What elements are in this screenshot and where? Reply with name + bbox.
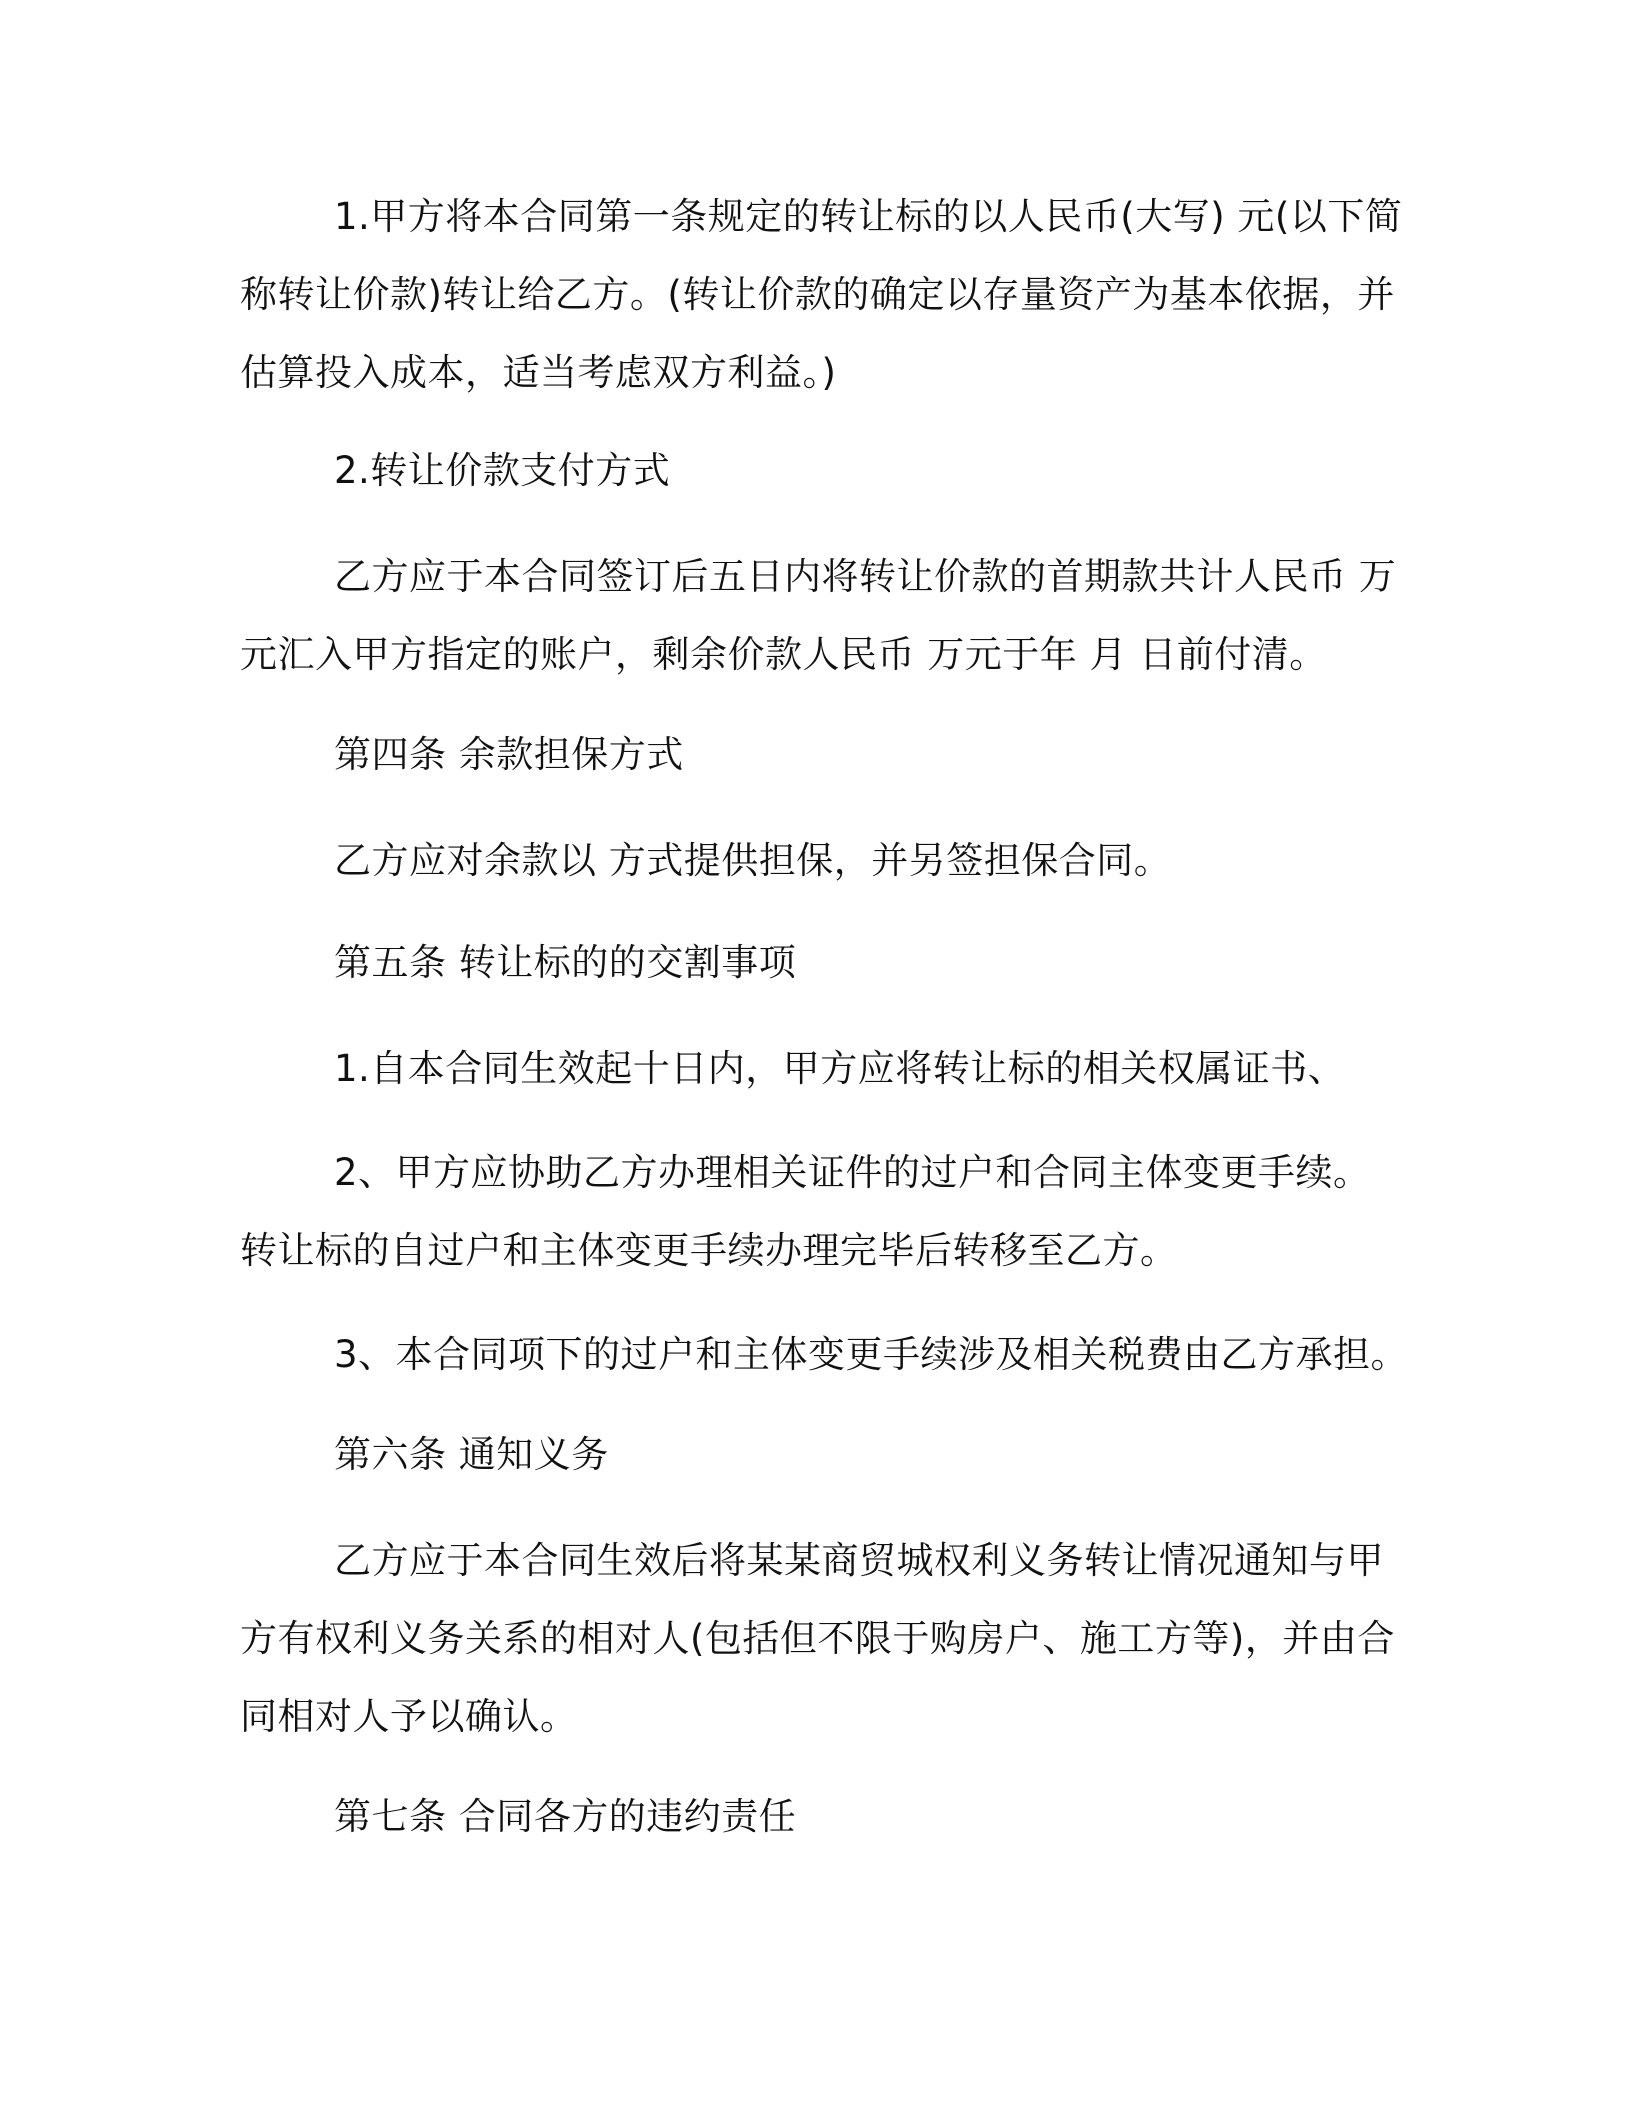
delivery-item-3: 3、本合同项下的过户和主体变更手续涉及相关税费由乙方承担。 [334, 1333, 1409, 1376]
notice-paragraph-line-1: 乙方应于本合同生效后将某某商贸城权利义务转让情况通知与甲 [334, 1539, 1384, 1582]
clause-3-item-2-heading: 2.转让价款支付方式 [334, 449, 671, 492]
article-7-heading: 第七条 合同各方的违约责任 [334, 1795, 797, 1838]
payment-paragraph-line-1: 乙方应于本合同签订后五日内将转让价款的首期款共计人民币 万 [334, 555, 1397, 598]
clause-3-item-1-line-2: 称转让价款)转让给乙方。(转让价款的确定以存量资产为基本依据，并 [240, 273, 1395, 316]
article-4-heading: 第四条 余款担保方式 [334, 733, 684, 776]
notice-paragraph-line-2: 方有权利义务关系的相对人(包括但不限于购房户、施工方等)，并由合 [240, 1617, 1395, 1660]
delivery-item-2-line-1: 2、甲方应协助乙方办理相关证件的过户和合同主体变更手续。 [334, 1151, 1371, 1194]
guarantee-paragraph: 乙方应对余款以 方式提供担保，并另签担保合同。 [334, 839, 1172, 882]
notice-paragraph-line-3: 同相对人予以确认。 [240, 1695, 578, 1738]
article-6-heading: 第六条 通知义务 [334, 1433, 609, 1476]
article-5-heading: 第五条 转让标的的交割事项 [334, 941, 797, 984]
delivery-item-2-line-2: 转让标的自过户和主体变更手续办理完毕后转移至乙方。 [240, 1229, 1178, 1272]
delivery-item-1: 1.自本合同生效起十日内，甲方应将转让标的相关权属证书、 [334, 1047, 1346, 1090]
payment-paragraph-line-2: 元汇入甲方指定的账户，剩余价款人民币 万元于年 月 日前付清。 [240, 633, 1327, 676]
clause-3-item-1-line-1: 1.甲方将本合同第一条规定的转让标的以人民币(大写) 元(以下简 [334, 195, 1403, 238]
clause-3-item-1-line-3: 估算投入成本，适当考虑双方利益。) [240, 351, 837, 394]
